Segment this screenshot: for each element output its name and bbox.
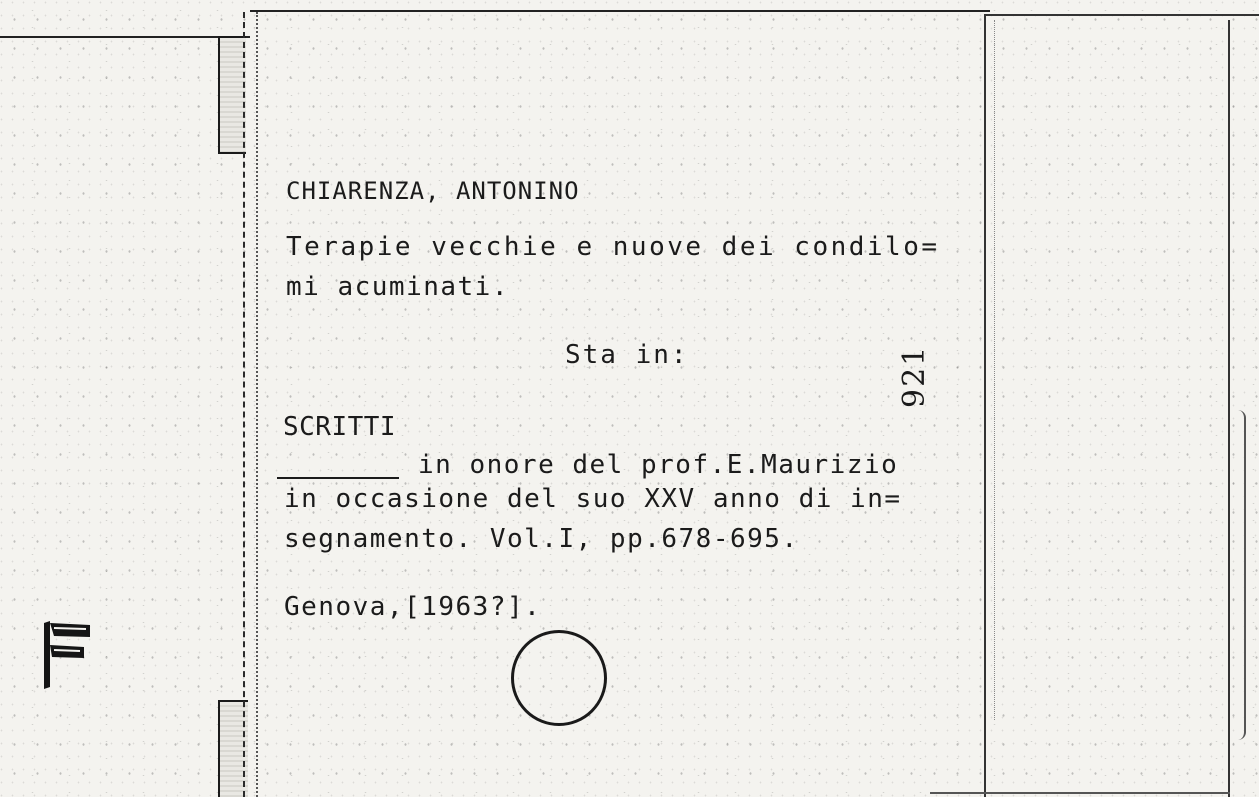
card-sta-in: Sta in: (565, 340, 689, 370)
card-right-edge-faint (994, 20, 995, 720)
card-title-line-1: Terapie vecchie e nuove dei condilo= (286, 232, 940, 262)
card-left-edge (243, 12, 245, 797)
card-tab-upper (218, 36, 246, 154)
title-blank-rule (277, 477, 399, 479)
card-top-edge (250, 10, 990, 12)
host-line-3: segnamento. Vol.I, pp.678-695. (284, 524, 799, 554)
card-imprint: Genova,[1963?]. (284, 592, 542, 622)
card-title-line-2: mi acuminati. (286, 272, 509, 302)
host-line-2: in occasione del suo XXV anno di in= (284, 484, 902, 514)
card-hole-circle (511, 630, 607, 726)
top-rule-right (985, 14, 1259, 16)
letter-f-icon (40, 615, 94, 690)
top-rule-left (0, 36, 250, 38)
bottom-rule (930, 792, 1230, 794)
next-card-tab (1232, 410, 1246, 740)
host-title: SCRITTI (283, 412, 397, 442)
card-right-edge (984, 14, 986, 797)
card-left-edge-inner (256, 12, 258, 797)
next-card-edge (1228, 20, 1230, 797)
card-author: CHIARENZA, ANTONINO (286, 177, 580, 205)
call-number: 921 (897, 344, 932, 408)
host-line-1: in onore del prof.E.Maurizio (418, 450, 899, 480)
